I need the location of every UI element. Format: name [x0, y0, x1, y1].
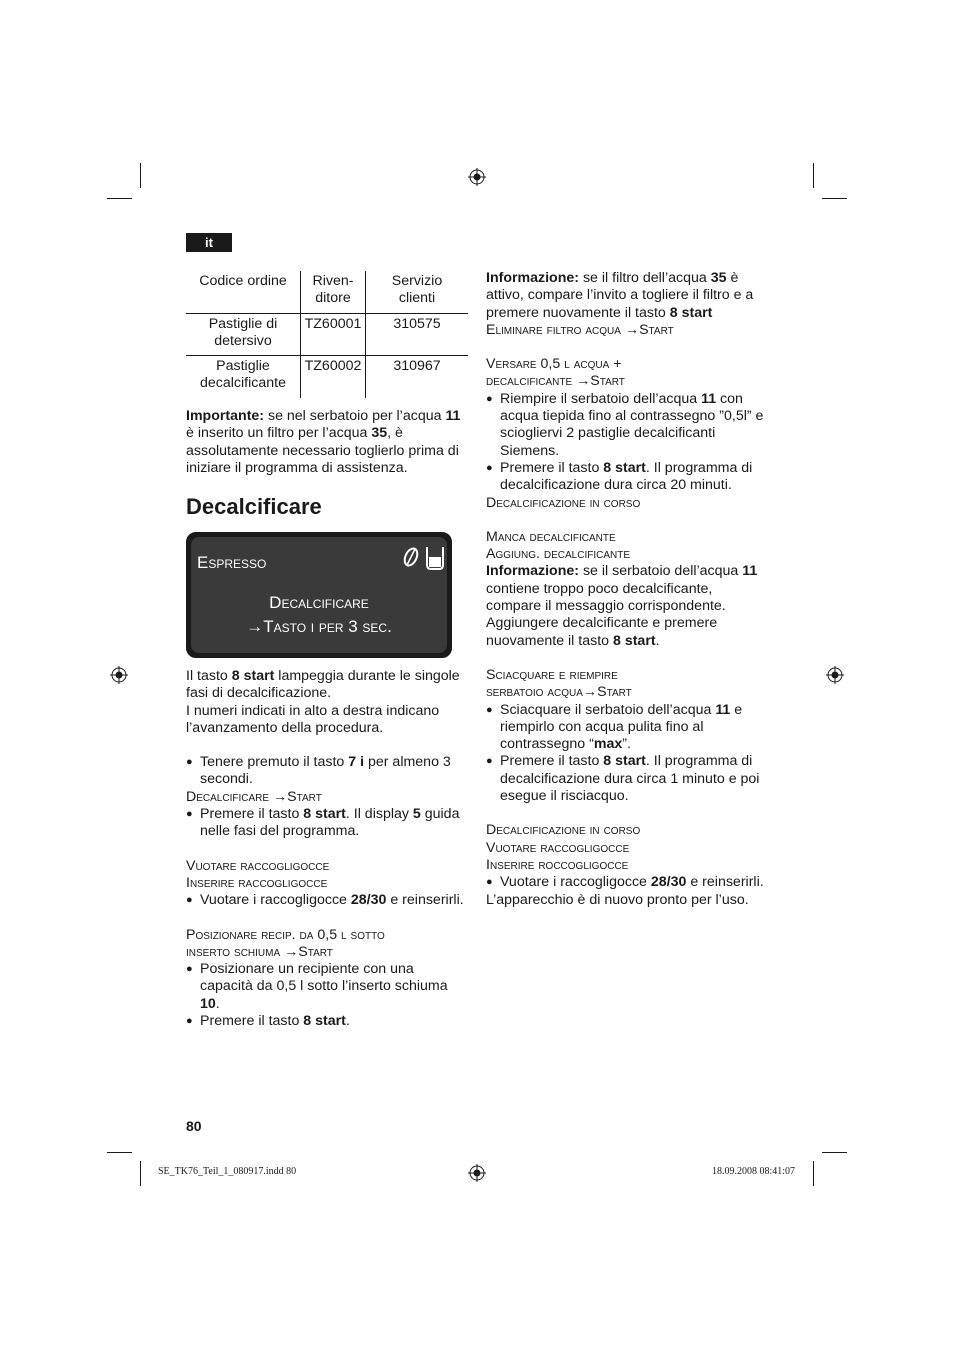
order-code-table: [186, 271, 468, 398]
bold-number: 11: [445, 408, 461, 424]
intro-paragraph: [186, 668, 470, 703]
text-span: Premere il tasto: [200, 806, 304, 823]
crop-mark: [813, 1161, 814, 1186]
intro-paragraph-2: I numeri indicati in alto a destra indicano l’avanzamento della procedura.: [186, 702, 440, 736]
bold-key: 8 start: [603, 753, 646, 770]
bold-key: 8 start: [231, 668, 275, 684]
table-cell: TZ60002: [301, 356, 366, 398]
display-message: decalcificante →Start: [486, 373, 625, 390]
importante-paragraph: [186, 408, 468, 477]
text-span: . Il programma di decalcificazione dura circa 20 minuti.: [500, 459, 753, 494]
display-message: Decalcificazione in corso: [486, 494, 641, 511]
text-span: ”.: [622, 736, 631, 753]
text-span: è inserito un filtro per l’acqua: [186, 425, 372, 442]
text-span: guida nelle fasi del programma.: [200, 806, 460, 840]
crop-mark: [813, 163, 814, 188]
text-span: per almeno 3 secondi.: [200, 754, 451, 788]
table-header-cell: Riven- ditore: [301, 271, 366, 313]
display-message: Vuotare raccogligocce: [186, 857, 330, 874]
text-span: , è assolutamente necessario toglierlo prima di iniziare il programma di assistenza.: [186, 425, 459, 476]
text-span: .: [345, 1013, 350, 1030]
bean-cup-icon: [401, 543, 445, 571]
display-message: Aggiung. decalcificante: [486, 546, 631, 563]
table-cell: Pastiglie di detersivo: [186, 313, 301, 356]
bold-key: 8 start: [303, 806, 346, 823]
display-screen: [191, 537, 447, 653]
bold-number: 5: [412, 806, 421, 823]
bold-number: 10: [200, 995, 216, 1012]
crop-mark: [107, 1152, 132, 1153]
bullet-item: [186, 754, 470, 789]
bullet-item: [186, 892, 470, 909]
text-span: Sciacquare il serbatoio dell’acqua: [500, 701, 716, 718]
spacer: [486, 339, 771, 356]
bullet-item: [186, 1013, 470, 1030]
spacer: [186, 737, 470, 754]
bullet-item: [486, 874, 771, 891]
text-span: Tenere premuto il tasto: [200, 754, 349, 771]
text-span: Riempire il serbatoio dell’acqua: [500, 390, 702, 407]
bold-number: 11: [715, 701, 731, 718]
crop-mark: [822, 1152, 847, 1153]
bold-number: 11: [701, 390, 717, 407]
crop-mark: [822, 198, 847, 199]
crop-mark: [107, 198, 132, 199]
table-cell: 310967: [366, 356, 469, 398]
text-span: e reinserirli.: [686, 874, 764, 891]
bold-key: 8 start: [303, 1013, 346, 1030]
info-label: Informazione:: [486, 563, 580, 580]
text-span: è attivo, compare l’invito a togliere il filtro e a premere nuovamente il tasto: [486, 270, 754, 321]
table-cell: Pastiglie decalcificante: [186, 356, 301, 398]
table-row: [186, 356, 468, 398]
display-message: Inserire roccogligocce: [486, 856, 629, 873]
closing-line: L’apparecchio è di nuovo pronto per l’uso.: [486, 891, 749, 908]
bold-number: 35: [371, 425, 388, 442]
text-span: se il filtro dell’acqua: [579, 270, 711, 286]
footer-filename: SE_TK76_Teil_1_080917.indd 80: [158, 1166, 297, 1177]
bold-key: 7 i: [348, 754, 365, 771]
text-span: Posizionare un recipiente con una capacità da 0,5 l sotto l’inserto schiuma: [200, 961, 448, 995]
display-message: Vuotare raccogligocce: [486, 839, 630, 856]
table-header-cell: Servizio clienti: [366, 271, 469, 313]
registration-mark-icon: [468, 1164, 486, 1182]
bullet-item: [486, 753, 771, 805]
bullet-item: [186, 806, 470, 841]
bullet-item: [486, 702, 771, 754]
spacer: [486, 650, 771, 667]
machine-display: [186, 532, 452, 658]
text-span: e riempirlo con acqua pulita fino al contrassegno “: [500, 701, 743, 753]
display-line-1: Espresso: [197, 553, 267, 572]
display-message: Inserire raccogligocce: [186, 874, 328, 891]
bold-mark: max: [593, 736, 623, 753]
table-header-cell: Codice ordine: [199, 273, 287, 289]
text-span: se nel serbatoio per l’acqua: [264, 408, 446, 424]
text-span: lampeggia durante le singole fasi di decalcificazione.: [186, 668, 460, 702]
right-column: [486, 270, 771, 909]
display-message: Decalcificare →Start: [186, 788, 322, 805]
table-row: [186, 313, 468, 356]
display-message: Decalcificazione in corso: [486, 822, 641, 839]
importante-label: Importante:: [186, 408, 265, 424]
display-message: Posizionare recip. da 0,5 l sotto: [186, 926, 385, 943]
bold-key: 8 start: [612, 632, 656, 649]
crop-mark: [140, 1161, 141, 1186]
text-span: contiene troppo poco decalcificante, compare il messaggio corrispondente. Aggiungere decalcificante e premere nuovamente il tasto: [486, 580, 726, 649]
display-message: Versare 0,5 l acqua +: [486, 356, 622, 373]
spacer: [486, 512, 771, 529]
info-label: Informazione:: [486, 270, 580, 286]
bold-number: 28/30: [350, 892, 387, 909]
text-span: con acqua tiepida fino al contrassegno ”0,5l” e sciogliervi 2 pastiglie decalcificanti Siemens.: [500, 390, 764, 459]
text-span: Il tasto: [186, 668, 232, 684]
table-cell: TZ60001: [301, 313, 366, 356]
table-header-row: [186, 271, 468, 313]
spacer: [486, 805, 771, 822]
bold-key: 8 start: [669, 304, 713, 321]
text-span: Vuotare i raccogligocce: [500, 874, 651, 891]
info-paragraph: [486, 563, 771, 649]
bold-number: 28/30: [650, 874, 687, 891]
footer-datetime: 18.09.2008 08:41:07: [712, 1166, 796, 1177]
spacer: [186, 910, 470, 927]
registration-mark-icon: [110, 666, 128, 684]
text-span: Premere il tasto: [500, 753, 604, 770]
text-span: Premere il tasto: [500, 459, 604, 476]
display-message: Manca decalcificante: [486, 528, 616, 545]
display-line-2: Decalcificare: [269, 593, 369, 612]
bullet-item: [186, 961, 470, 1013]
text-span: e reinserirli.: [386, 892, 464, 909]
bold-number: 35: [710, 270, 727, 286]
section-heading: Decalcificare: [186, 494, 322, 519]
text-span: .: [215, 995, 220, 1012]
text-span: Vuotare i raccogligocce: [200, 892, 351, 909]
info-paragraph: [486, 270, 771, 322]
table-cell: 310575: [366, 313, 469, 356]
text-span: . Il display: [345, 806, 413, 823]
bold-key: 8 start: [603, 459, 646, 476]
text-span: Premere il tasto: [200, 1013, 304, 1030]
display-message: serbatoio acqua→Start: [486, 684, 632, 701]
text-span: se il serbatoio dell’acqua: [579, 563, 743, 580]
bold-number: 11: [742, 563, 758, 580]
registration-mark-icon: [468, 168, 486, 186]
language-tab: it: [186, 233, 232, 252]
display-message: inserto schiuma →Start: [186, 943, 333, 960]
text-span: .: [655, 632, 660, 649]
registration-mark-icon: [826, 666, 844, 684]
text-span: . Il programma di decalcificazione dura circa 1 minuto e poi esegue il risciacquo.: [500, 753, 760, 805]
display-line-3: →Tasto i per 3 sec.: [246, 617, 392, 636]
left-column-lower: [186, 668, 470, 1030]
display-message: Sciacquare e riempire: [486, 666, 618, 683]
display-message: Eliminare filtro acqua →Start: [486, 321, 674, 338]
crop-mark: [140, 163, 141, 188]
page-number: 80: [186, 1118, 202, 1134]
spacer: [186, 841, 470, 858]
left-column-upper: [186, 408, 468, 477]
bullet-item: [486, 391, 771, 460]
bullet-item: [486, 460, 771, 495]
